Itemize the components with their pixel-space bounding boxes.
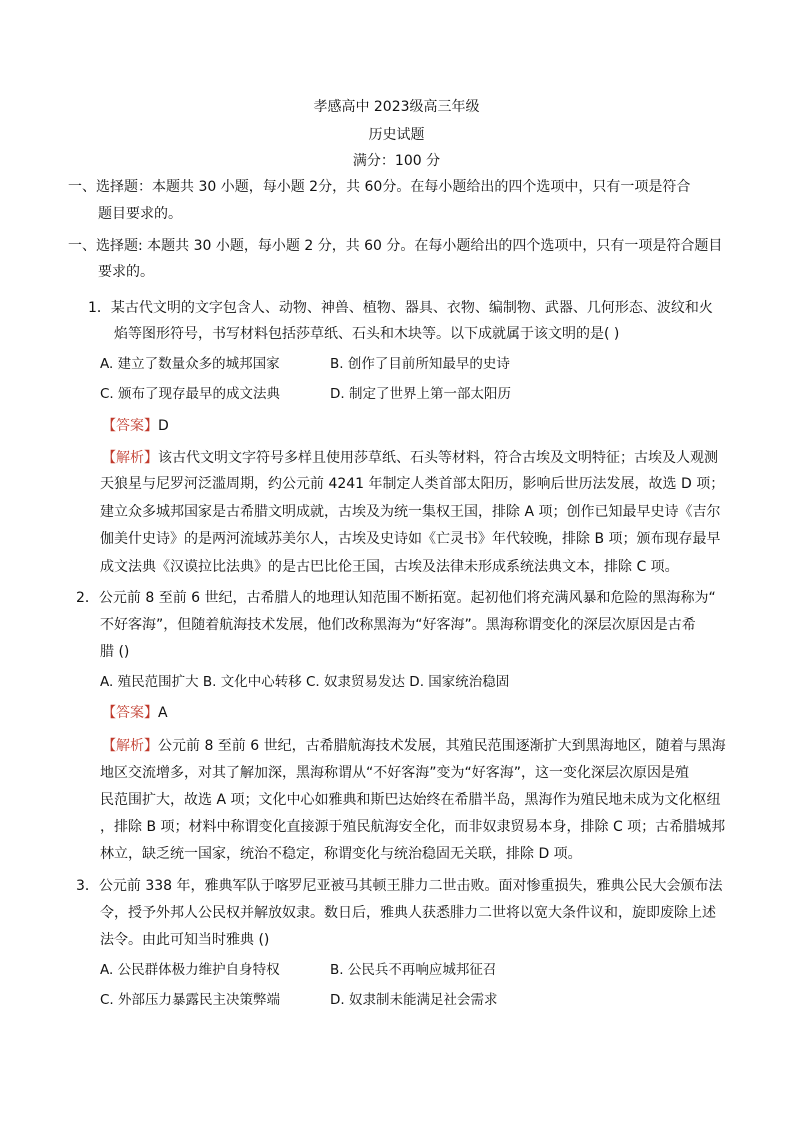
answer-label: 【答案】 <box>102 418 158 434</box>
section-intro-2-line-1: 一、选择题: 本题共 30 小题，每小题 2 分，共 60 分。在每小题给出的四个选项中，只有一项是符合题目 <box>68 238 723 254</box>
q2-stem-line-3: 腊 () <box>100 644 130 660</box>
q2-answer <box>102 703 168 723</box>
q1-option-a: A. 建立了数量众多的城邦国家 <box>100 356 280 372</box>
analysis-label: 【解析】 <box>102 738 158 754</box>
q2-analysis-line-5: 林立，缺乏统一国家，统治不稳定，称谓变化与统治稳固无关联，排除 D 项。 <box>100 846 582 862</box>
q1-analysis-line-5: 成文法典《汉谟拉比法典》的是古巴比伦王国，古埃及法律未形成系统法典文本，排除 C 项。 <box>100 559 679 575</box>
q1-option-d: D. 制定了世界上第一部太阳历 <box>330 386 511 402</box>
q1-analysis-line-2: 天狼星与尼罗河泛滥周期，约公元前 4241 年制定人类首部太阳历，影响后世历法发展，故选 D 项； <box>100 476 725 492</box>
q1-analysis-line-4: 伽美什史诗》的是两河流域苏美尔人，古埃及史诗如《亡灵书》年代较晚，排除 B 项；颁布现存最早 <box>100 531 721 547</box>
subject-title: 历史试题 <box>368 127 425 143</box>
q1-option-b: B. 创作了目前所知最早的史诗 <box>330 356 510 372</box>
q3-stem-line-1: 3．公元前 338 年，雅典军队于喀罗尼亚被马其顿王腓力二世击败。面对惨重损失，雅典公民大会颁布法 <box>76 878 723 894</box>
q1-option-c: C. 颁布了现存最早的成文法典 <box>100 386 281 402</box>
school-title: 孝感高中 2023级高三年级 <box>313 99 480 115</box>
q3-stem-line-2: 令，授予外邦人公民权并解放奴隶。数日后，雅典人获悉腓力二世将以宽大条件议和，旋即废除上述 <box>100 905 716 921</box>
section-intro-1-line-1: 一、选择题：本题共 30 小题，每小题 2分，共 60分。在每小题给出的四个选项中，只有一项是符合 <box>68 179 691 195</box>
q2-stem-line-2: 不好客海”，但随着航海技术发展，他们改称黑海为“好客海”。黑海称谓变化的深层次原因是古希 <box>100 617 696 633</box>
q1-analysis-line-1 <box>102 448 718 468</box>
analysis-label: 【解析】 <box>102 450 158 466</box>
q1-stem-line-1: 1．某古代文明的文字包含人、动物、神兽、植物、器具、衣物、编制物、武器、几何形态、波纹和火 <box>88 300 713 316</box>
q3-option-c: C. 外部压力暴露民主决策弊端 <box>100 992 281 1008</box>
q3-option-b: B. 公民兵不再响应城邦征召 <box>330 962 497 978</box>
section-intro-2-line-2: 要求的。 <box>98 264 154 280</box>
q2-analysis-line-1 <box>102 736 726 756</box>
answer-label: 【答案】 <box>102 705 158 721</box>
q1-analysis-line-3: 建立众多城邦国家是古希腊文明成就，古埃及为统一集权王国，排除 A 项；创作已知最早史诗《吉尔 <box>100 504 721 520</box>
q3-option-a: A. 公民群体极力维护自身特权 <box>100 962 280 978</box>
q3-stem-line-3: 法令。由此可知当时雅典 () <box>100 932 270 948</box>
answer-value: D <box>158 418 169 434</box>
analysis-text: 公元前 8 至前 6 世纪，古希腊航海技术发展，其殖民范围逐渐扩大到黑海地区，随着与黑海 <box>158 738 726 754</box>
q2-analysis-line-2: 地区交流增多，对其了解加深，黑海称谓从“不好客海”变为“好客海”，这一变化深层次原因是殖 <box>100 765 690 781</box>
analysis-text: 该古代文明文字符号多样且使用莎草纸、石头等材料，符合古埃及文明特征；古埃及人观测 <box>158 450 718 466</box>
score-line: 满分：100 分 <box>352 153 441 169</box>
q2-analysis-line-4: ，排除 B 项；材料中称谓变化直接源于殖民航海安全化，而非奴隶贸易本身，排除 C 项；古希腊城邦 <box>100 819 726 835</box>
q2-stem-line-1: 2．公元前 8 至前 6 世纪，古希腊人的地理认知范围不断拓宽。起初他们将充满风暴和危险的黑海称为“ <box>76 590 716 606</box>
q2-analysis-line-3: 民范围扩大，故选 A 项；文化中心如雅典和斯巴达始终在希腊半岛，黑海作为殖民地未成为文化枢纽 <box>100 792 721 808</box>
section-intro-1-line-2: 题目要求的。 <box>98 206 182 222</box>
q3-option-d: D. 奴隶制未能满足社会需求 <box>330 992 498 1008</box>
q1-answer <box>102 416 169 436</box>
q2-options: A. 殖民范围扩大 B. 文化中心转移 C. 奴隶贸易发达 D. 国家统治稳固 <box>100 674 510 690</box>
answer-value: A <box>158 705 168 721</box>
q1-stem-line-2: 焰等图形符号，书写材料包括莎草纸、石头和木块等。以下成就属于该文明的是( ) <box>114 326 620 342</box>
